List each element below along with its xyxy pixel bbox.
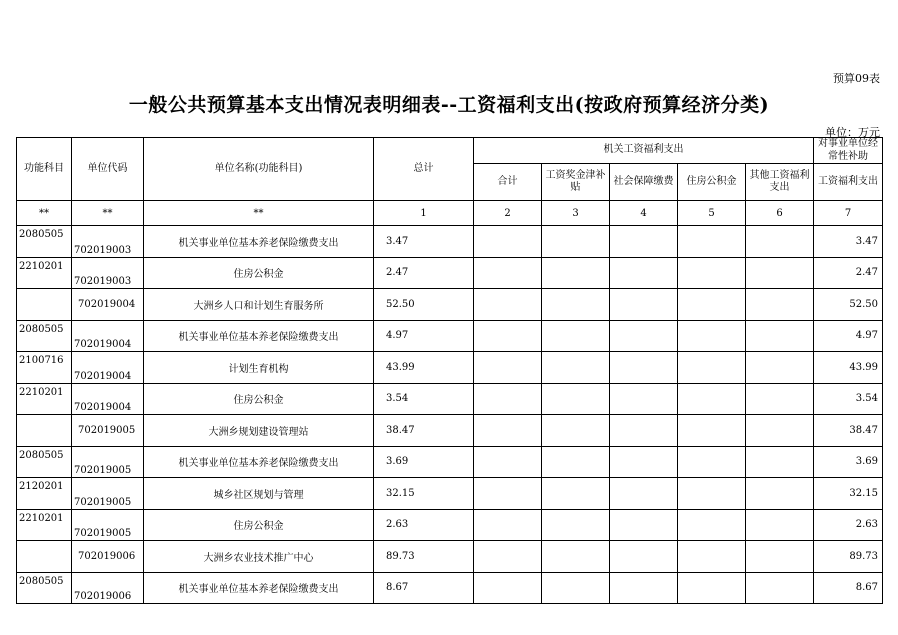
- func-subject-cell: 2080505: [17, 226, 72, 258]
- total-cell: 32.15: [374, 478, 474, 510]
- func-subject-cell: 2080505: [17, 320, 72, 352]
- social-cell: [610, 415, 678, 447]
- wage-welfare-cell: 52.50: [814, 289, 883, 321]
- table-row: [17, 383, 883, 415]
- bonus-cell: [542, 289, 610, 321]
- wage-welfare-cell: 2.63: [814, 509, 883, 541]
- table-row: [17, 257, 883, 289]
- total-cell: 2.63: [374, 509, 474, 541]
- index-row: [17, 201, 883, 226]
- func-subject-cell: [17, 541, 72, 573]
- index-cell: 2: [474, 201, 542, 226]
- bonus-cell: [542, 257, 610, 289]
- unit-code-cell: 702019005: [72, 478, 144, 510]
- unit-name-cell: 机关事业单位基本养老保险缴费支出: [144, 446, 374, 478]
- other-cell: [746, 226, 814, 258]
- wage-welfare-cell: 32.15: [814, 478, 883, 510]
- index-cell: **: [144, 201, 374, 226]
- func-subject-cell: 2080505: [17, 572, 72, 604]
- bonus-cell: [542, 352, 610, 384]
- housing-cell: [678, 257, 746, 289]
- other-cell: [746, 415, 814, 447]
- unit-code-cell: 702019004: [72, 320, 144, 352]
- unit-name-cell: 住房公积金: [144, 257, 374, 289]
- sum-cell: [474, 509, 542, 541]
- other-cell: [746, 478, 814, 510]
- wage-welfare-cell: 3.47: [814, 226, 883, 258]
- total-cell: 43.99: [374, 352, 474, 384]
- bonus-cell: [542, 541, 610, 573]
- unit-name-cell: 城乡社区规划与管理: [144, 478, 374, 510]
- bonus-cell: [542, 226, 610, 258]
- unit-code-cell: 702019004: [72, 289, 144, 321]
- func-subject-cell: 2080505: [17, 446, 72, 478]
- unit-code-cell: 702019004: [72, 352, 144, 384]
- unit-code-cell: 702019006: [72, 541, 144, 573]
- header-unit-code: 单位代码: [72, 138, 144, 201]
- form-number: 预算09表: [833, 72, 880, 85]
- wage-welfare-cell: 3.54: [814, 383, 883, 415]
- total-cell: 8.67: [374, 572, 474, 604]
- unit-name-cell: 大洲乡规划建设管理站: [144, 415, 374, 447]
- total-cell: 3.47: [374, 226, 474, 258]
- social-cell: [610, 226, 678, 258]
- bonus-cell: [542, 320, 610, 352]
- unit-name-cell: 计划生育机构: [144, 352, 374, 384]
- table-row: [17, 415, 883, 447]
- other-cell: [746, 383, 814, 415]
- index-cell: **: [17, 201, 72, 226]
- total-cell: 52.50: [374, 289, 474, 321]
- bonus-cell: [542, 509, 610, 541]
- unit-name-cell: 住房公积金: [144, 509, 374, 541]
- table-row: [17, 352, 883, 384]
- total-cell: 38.47: [374, 415, 474, 447]
- header-row-1: [17, 138, 883, 164]
- unit-code-cell: 702019003: [72, 257, 144, 289]
- func-subject-cell: [17, 289, 72, 321]
- sum-cell: [474, 415, 542, 447]
- total-cell: 4.97: [374, 320, 474, 352]
- header-total: 总计: [374, 138, 474, 201]
- table-row: [17, 226, 883, 258]
- housing-cell: [678, 352, 746, 384]
- header-housing: 住房公积金: [678, 164, 746, 201]
- func-subject-cell: 2210201: [17, 509, 72, 541]
- header-other: 其他工资福利支出: [746, 164, 814, 201]
- header-bonus: 工资奖金津补贴: [542, 164, 610, 201]
- total-cell: 2.47: [374, 257, 474, 289]
- wage-welfare-cell: 89.73: [814, 541, 883, 573]
- unit-code-cell: 702019003: [72, 226, 144, 258]
- index-cell: **: [72, 201, 144, 226]
- unit-name-cell: 机关事业单位基本养老保险缴费支出: [144, 572, 374, 604]
- wage-welfare-cell: 3.69: [814, 446, 883, 478]
- other-cell: [746, 446, 814, 478]
- index-cell: 5: [678, 201, 746, 226]
- func-subject-cell: 2210201: [17, 257, 72, 289]
- sum-cell: [474, 446, 542, 478]
- sum-cell: [474, 320, 542, 352]
- unit-name-cell: 住房公积金: [144, 383, 374, 415]
- social-cell: [610, 289, 678, 321]
- sum-cell: [474, 478, 542, 510]
- table-row: [17, 320, 883, 352]
- index-cell: 6: [746, 201, 814, 226]
- social-cell: [610, 446, 678, 478]
- wage-welfare-cell: 8.67: [814, 572, 883, 604]
- func-subject-cell: [17, 415, 72, 447]
- unit-name-cell: 大洲乡人口和计划生育服务所: [144, 289, 374, 321]
- header-social: 社会保障缴费: [610, 164, 678, 201]
- sum-cell: [474, 352, 542, 384]
- other-cell: [746, 320, 814, 352]
- header-group-subsidy: 对事业单位经常性补助: [814, 138, 883, 164]
- header-unit-name: 单位名称(功能科目): [144, 138, 374, 201]
- unit-name-cell: 机关事业单位基本养老保险缴费支出: [144, 320, 374, 352]
- func-subject-cell: 2210201: [17, 383, 72, 415]
- sum-cell: [474, 257, 542, 289]
- housing-cell: [678, 226, 746, 258]
- housing-cell: [678, 572, 746, 604]
- func-subject-cell: 2100716: [17, 352, 72, 384]
- social-cell: [610, 478, 678, 510]
- unit-code-cell: 702019005: [72, 446, 144, 478]
- bonus-cell: [542, 446, 610, 478]
- total-cell: 3.69: [374, 446, 474, 478]
- budget-table: [16, 137, 883, 604]
- sum-cell: [474, 289, 542, 321]
- unit-code-cell: 702019005: [72, 415, 144, 447]
- total-cell: 3.54: [374, 383, 474, 415]
- housing-cell: [678, 289, 746, 321]
- bonus-cell: [542, 478, 610, 510]
- unit-code-cell: 702019005: [72, 509, 144, 541]
- social-cell: [610, 509, 678, 541]
- unit-label: 单位：万元: [825, 126, 880, 139]
- housing-cell: [678, 478, 746, 510]
- table-row: [17, 446, 883, 478]
- social-cell: [610, 257, 678, 289]
- housing-cell: [678, 509, 746, 541]
- index-cell: 7: [814, 201, 883, 226]
- other-cell: [746, 509, 814, 541]
- other-cell: [746, 352, 814, 384]
- housing-cell: [678, 415, 746, 447]
- housing-cell: [678, 446, 746, 478]
- header-sum: 合计: [474, 164, 542, 201]
- index-cell: 3: [542, 201, 610, 226]
- bonus-cell: [542, 383, 610, 415]
- social-cell: [610, 541, 678, 573]
- social-cell: [610, 383, 678, 415]
- func-subject-cell: 2120201: [17, 478, 72, 510]
- housing-cell: [678, 320, 746, 352]
- table-row: [17, 478, 883, 510]
- social-cell: [610, 572, 678, 604]
- other-cell: [746, 572, 814, 604]
- other-cell: [746, 289, 814, 321]
- unit-code-cell: 702019004: [72, 383, 144, 415]
- header-func-subject: 功能科目: [17, 138, 72, 201]
- index-cell: 4: [610, 201, 678, 226]
- sum-cell: [474, 226, 542, 258]
- header-wage-welfare: 工资福利支出: [814, 164, 883, 201]
- sum-cell: [474, 572, 542, 604]
- sum-cell: [474, 383, 542, 415]
- unit-code-cell: 702019006: [72, 572, 144, 604]
- bonus-cell: [542, 572, 610, 604]
- total-cell: 89.73: [374, 541, 474, 573]
- index-cell: 1: [374, 201, 474, 226]
- table-row: [17, 289, 883, 321]
- table-row: [17, 541, 883, 573]
- other-cell: [746, 257, 814, 289]
- wage-welfare-cell: 43.99: [814, 352, 883, 384]
- social-cell: [610, 352, 678, 384]
- sum-cell: [474, 541, 542, 573]
- header-group-org-wage: 机关工资福利支出: [474, 138, 814, 164]
- housing-cell: [678, 383, 746, 415]
- housing-cell: [678, 541, 746, 573]
- table-row: [17, 509, 883, 541]
- unit-name-cell: 大洲乡农业技术推广中心: [144, 541, 374, 573]
- wage-welfare-cell: 4.97: [814, 320, 883, 352]
- table-row: [17, 572, 883, 604]
- page-title: 一般公共预算基本支出情况表明细表--工资福利支出(按政府预算经济分类): [128, 94, 770, 116]
- social-cell: [610, 320, 678, 352]
- other-cell: [746, 541, 814, 573]
- unit-name-cell: 机关事业单位基本养老保险缴费支出: [144, 226, 374, 258]
- wage-welfare-cell: 38.47: [814, 415, 883, 447]
- wage-welfare-cell: 2.47: [814, 257, 883, 289]
- bonus-cell: [542, 415, 610, 447]
